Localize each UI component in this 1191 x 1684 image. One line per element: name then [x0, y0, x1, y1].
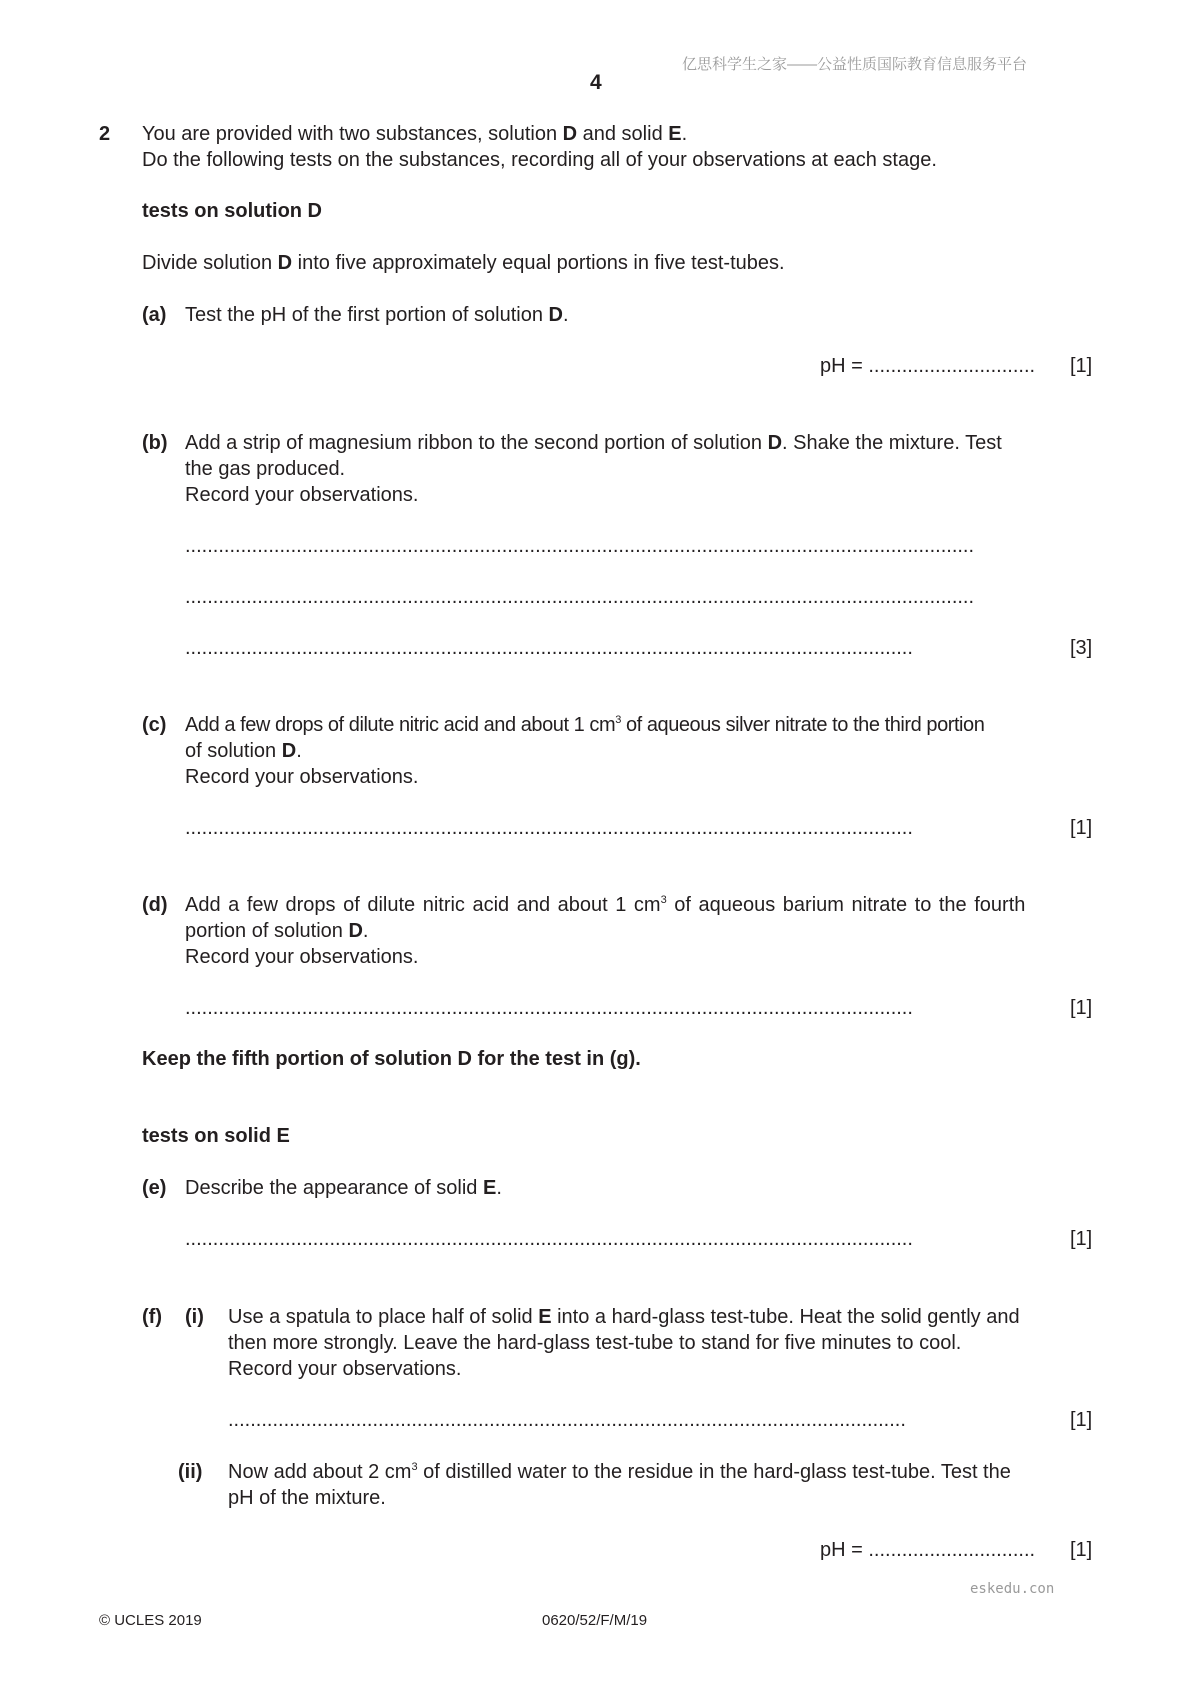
part-b-line-2: the gas produced. — [185, 458, 346, 480]
part-f-i-mark: [1] — [1070, 1409, 1093, 1431]
part-f-ii-answer-line[interactable]: pH = .............................. — [820, 1539, 1036, 1561]
part-d-label: (d) — [142, 894, 168, 916]
part-d-answer-line[interactable]: ................................................................................................................................... — [185, 997, 913, 1019]
part-a-answer-line[interactable]: pH = .............................. — [820, 355, 1036, 377]
intro-line-2: Do the following tests on the substances, recording all of your observations at each stage. — [142, 149, 937, 171]
part-f-ii-label: (ii) — [178, 1461, 203, 1483]
divide-instruction: Divide solution D into five approximately equal portions in five test-tubes. — [142, 252, 785, 274]
part-d-line-1: Add a few drops of dilute nitric acid and about 1 $cm^3$ of aqueous barium nitrate to the fourth — [185, 894, 1026, 916]
footer-site-watermark: eskedu.con — [970, 1581, 1055, 1597]
part-c-line-1: Add a few drops of dilute nitric acid and about 1 $cm^3$ of aqueous silver nitrate to the third portion — [185, 714, 985, 736]
part-f-label: (f) — [142, 1306, 162, 1328]
part-b-answer-line-2[interactable]: .............................................................................................................................................. — [185, 586, 975, 608]
part-f-i-line-1: Use a spatula to place half of solid E into a hard-glass test-tube. Heat the solid gently and — [228, 1306, 1020, 1328]
heading-tests-solid-e: tests on solid E — [142, 1125, 290, 1147]
footer-paper-code: 0620/52/F/M/19 — [542, 1612, 648, 1629]
part-f-i-answer-line[interactable]: .......................................................................................................................... — [228, 1409, 906, 1431]
part-c-line-3: Record your observations. — [185, 766, 419, 788]
part-c-line-2: of solution D. — [185, 740, 302, 762]
part-f-i-line-3: Record your observations. — [228, 1358, 462, 1380]
part-b-line-3: Record your observations. — [185, 484, 419, 506]
part-f-i-line-2: then more strongly. Leave the hard-glass test-tube to stand for five minutes to cool. — [228, 1332, 962, 1354]
part-a-text: Test the pH of the first portion of solution D. — [185, 304, 569, 326]
part-b-answer-line-3[interactable]: ................................................................................................................................... — [185, 637, 913, 659]
page-number: 4 — [590, 71, 602, 94]
part-d-line-3: Record your observations. — [185, 946, 419, 968]
part-e-answer-line[interactable]: ................................................................................................................................... — [185, 1228, 913, 1250]
intro-line-1: You are provided with two substances, solution D and solid E. — [142, 123, 688, 145]
part-a-label: (a) — [142, 304, 167, 326]
part-b-line-1: Add a strip of magnesium ribbon to the second portion of solution D. Shake the mixture. Test — [185, 432, 1002, 454]
part-e-label: (e) — [142, 1177, 167, 1199]
part-a-mark: [1] — [1070, 355, 1093, 377]
header-watermark: 亿思科学生之家——公益性质国际教育信息服务平台 — [682, 56, 1028, 73]
part-f-ii-line-1: Now add about 2 $cm^3$ of distilled water to the residue in the hard-glass test-tube. Test the — [228, 1461, 1011, 1483]
part-e-mark: [1] — [1070, 1228, 1093, 1250]
part-e-text: Describe the appearance of solid E. — [185, 1177, 502, 1199]
part-c-mark: [1] — [1070, 817, 1093, 839]
part-d-line-2: portion of solution D. — [185, 920, 369, 942]
part-b-mark: [3] — [1070, 637, 1093, 659]
part-b-answer-line-1[interactable]: .............................................................................................................................................. — [185, 535, 975, 557]
part-f-ii-line-2: pH of the mixture. — [228, 1487, 386, 1509]
part-f-i-label: (i) — [185, 1306, 204, 1328]
part-c-label: (c) — [142, 714, 167, 736]
part-f-ii-mark: [1] — [1070, 1539, 1093, 1561]
footer-copyright: © UCLES 2019 — [99, 1612, 202, 1629]
keep-instruction: Keep the fifth portion of solution D for the test in (g). — [142, 1048, 641, 1070]
part-b-label: (b) — [142, 432, 168, 454]
question-number: 2 — [99, 123, 111, 145]
part-d-mark: [1] — [1070, 997, 1093, 1019]
part-c-answer-line[interactable]: ................................................................................................................................... — [185, 817, 913, 839]
heading-tests-solution-d: tests on solution D — [142, 200, 322, 222]
